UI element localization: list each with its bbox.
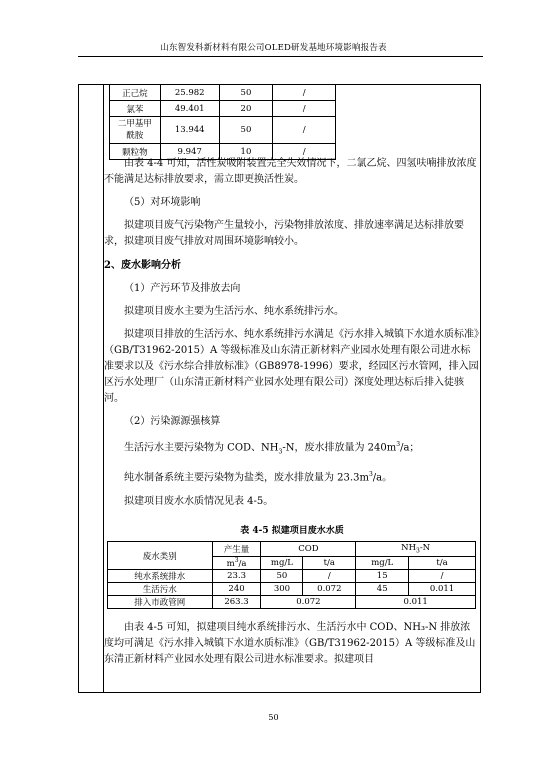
superscript: 3 <box>234 557 239 565</box>
pollutant-limit: 50 <box>219 85 273 101</box>
unit-ta: t/a <box>303 557 356 570</box>
cell-type: 排入市政管网 <box>108 596 213 609</box>
pollutant-name: 正己烷 <box>110 85 161 101</box>
pollutant-limit: 50 <box>219 117 273 144</box>
pollutant-limit: 20 <box>219 101 273 117</box>
text-run: NH <box>401 543 416 554</box>
cell-nh-t: 0.011 <box>356 596 476 609</box>
page-number: 50 <box>268 713 279 722</box>
table-row <box>108 570 476 583</box>
col-header-cod: COD <box>261 542 356 557</box>
pollutant-name: 二甲基甲酰胺 <box>110 117 161 144</box>
cell-type: 生活污水 <box>108 583 213 596</box>
col-header-volume: 产生量 <box>212 542 261 557</box>
pollutant-status: / <box>273 101 336 117</box>
unit-ta: t/a <box>409 557 476 570</box>
cell-nh-t: / <box>409 570 476 583</box>
cell-volume: 240 <box>212 583 261 596</box>
text-run: 纯水制备系统主要污染物为盐类，废水排放量为 23.3m <box>124 472 369 484</box>
text-run: 生活污水主要污染物为 COD、NH <box>124 442 279 454</box>
paragraph <box>104 437 480 460</box>
pollutant-status: / <box>273 117 336 144</box>
superscript: 3 <box>396 441 401 448</box>
paragraph: 由表 4-4 可知，活性炭吸附装置完全失效情况下，二氯乙烷、四氢呋喃排放浓度不能满足达标排放要求，需立即更换活性炭。 <box>104 158 477 185</box>
paragraph: （5）对环境影响 <box>124 197 201 208</box>
section-heading: 2、废水影响分析 <box>104 260 181 271</box>
table-row <box>110 101 336 117</box>
wastewater-table <box>107 541 476 609</box>
table-row <box>110 117 336 144</box>
paragraph: 拟建项目排放的生活污水、纯水系统排污水满足《污水排入城镇下水道水质标准》（GB/T31962-2015）A 等级标准及山东清正新材料产业园水处理有限公司进水标准要求以及《污水综合排放标准》（GB8978-1996）要求，经园区污水管网，排入园区污水处理厂（山东清正新材料产业园水处理有限公司）深度处理达标后排入徒骇河。 <box>104 329 479 404</box>
cell-nh-mg: 45 <box>356 583 409 596</box>
pollutant-value: 13.944 <box>160 117 219 144</box>
text-run: -N，废水排放量为 240m <box>282 442 397 454</box>
table-row <box>108 596 476 609</box>
header-rule <box>78 56 483 57</box>
paragraph: （2）污染源源强核算 <box>124 416 221 427</box>
pollutant-value: 49.401 <box>160 101 219 117</box>
paragraph: 拟建项目废水水质情况见表 4-5。 <box>124 495 274 507</box>
text-run: /a； <box>400 442 420 454</box>
pollutant-name: 颗粒物 <box>110 144 161 160</box>
cell-cod-mg: 300 <box>261 583 303 596</box>
col-header-type: 废水类别 <box>108 542 213 570</box>
cell-nh-mg: 15 <box>356 570 409 583</box>
page-header: 山东智发科新材料有限公司OLED研发基地环境影响报告表 <box>160 43 387 53</box>
text-run: /a。 <box>372 472 393 484</box>
body-text-lower <box>104 620 480 668</box>
paragraph: 由表 4-5 可知，拟建项目纯水系统排污水、生活污水中 COD、NH₃-N 排放浓度均可满足《污水排入城镇下水道水质标准》（GB/T31962-2015）A 等级标准及山东清正新材料产业园水处理有限公司进水标准要求。拟建项目 <box>104 622 476 665</box>
cell-volume: 23.3 <box>212 570 261 583</box>
pollutant-status: / <box>273 144 336 160</box>
body-text-upper <box>104 156 480 510</box>
text-run: /a <box>238 558 247 569</box>
cell-nh-t: 0.011 <box>409 583 476 596</box>
unit-mg: mg/L <box>356 557 409 570</box>
cell-type: 纯水系统排水 <box>108 570 213 583</box>
superscript: 3 <box>368 471 373 479</box>
cell-cod-t: / <box>303 570 356 583</box>
text-run: m <box>226 558 235 569</box>
cell-cod-t: 0.072 <box>303 583 356 596</box>
pollutant-value: 9.947 <box>160 144 219 160</box>
pollutant-name: 氯苯 <box>110 101 161 117</box>
table-header-row <box>108 542 476 557</box>
paragraph: 拟建项目废气污染物产生量较小，污染物排放浓度、排放速率满足达标排放要求，拟建项目废气排放对周围环境影响较小。 <box>104 220 464 247</box>
pollutant-value: 25.982 <box>160 85 219 101</box>
table-caption: 表 4-5 拟建项目废水水质 <box>240 526 344 536</box>
cell-cod-t: 0.072 <box>261 596 356 609</box>
pollutant-status: / <box>273 85 336 101</box>
cell-volume: 263.3 <box>212 596 261 609</box>
text-run: -N <box>419 543 431 554</box>
cell-cod-mg: 50 <box>261 570 303 583</box>
unit-volume <box>212 557 261 570</box>
subscript: 3 <box>278 448 283 456</box>
pollutant-limit: 10 <box>219 144 273 160</box>
paragraph: （1）产污环节及排放去向 <box>124 283 241 294</box>
subscript: 3 <box>415 547 420 555</box>
paragraph <box>104 467 480 486</box>
table-row <box>108 583 476 596</box>
table-row <box>110 85 336 101</box>
unit-mg: mg/L <box>261 557 303 570</box>
col-header-nh3 <box>356 542 476 557</box>
emission-table <box>109 84 336 160</box>
paragraph: 拟建项目废水主要为生活污水、纯水系统排污水。 <box>124 306 344 317</box>
